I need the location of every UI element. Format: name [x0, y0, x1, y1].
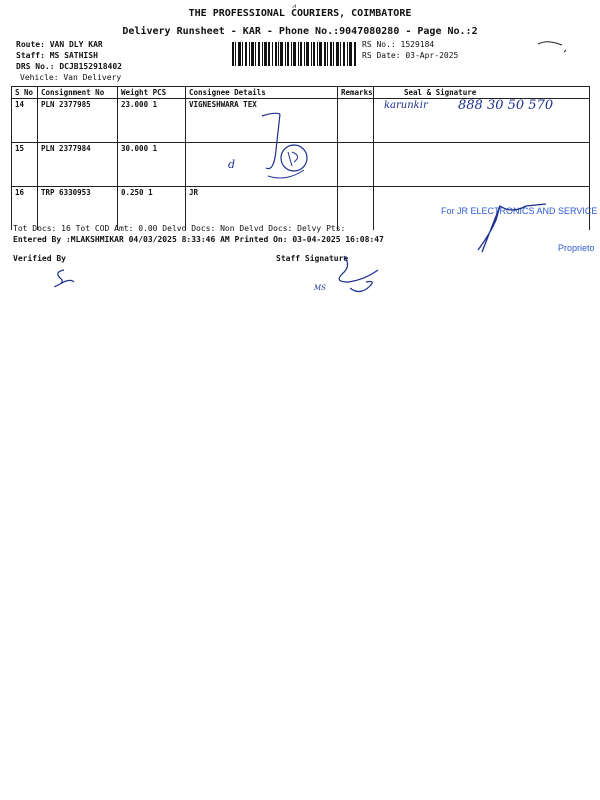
staff-initials: MS [314, 284, 326, 292]
stamp-signature [470, 200, 550, 256]
cell-seal [374, 143, 590, 187]
cell-sno: 15 [12, 143, 38, 187]
rs-number: RS No.: 1529184 [362, 40, 435, 49]
col-consignment: Consignment No [38, 87, 118, 99]
verified-by-label: Verified By [13, 254, 66, 263]
cell-sno: 16 [12, 187, 38, 231]
cell-consignment: PLN 2377984 [38, 143, 118, 187]
vehicle: Vehicle: Van Delivery [20, 73, 122, 82]
cell-weight-pcs: 23.000 1 [118, 99, 186, 143]
totals-line: Tot Docs: 16 Tot COD Amt: 0.00 Delvd Docs: Non Delvd Docs: Delvy Pts: [13, 224, 346, 233]
staff-signature-label: Staff Signature [276, 254, 349, 263]
cell-remarks [338, 99, 374, 143]
col-seal: Seal & Signature [374, 87, 590, 99]
company-name: THE PROFESSIONAL COURIERS, COIMBATORE [188, 8, 412, 19]
table-header-row [12, 87, 590, 99]
staff: Staff: MS SATHISH [16, 51, 98, 60]
cell-weight-pcs: 0.250 1 [118, 187, 186, 231]
logo-mark-icon: ⩘ [292, 2, 296, 10]
cell-remarks [338, 143, 374, 187]
cell-sno: 14 [12, 99, 38, 143]
cell-weight-pcs: 30.000 1 [118, 143, 186, 187]
barcode [232, 42, 356, 66]
runsheet-title: Delivery Runsheet - KAR - Phone No.:9047080280 - Page No.:2 [122, 26, 478, 37]
route: Route: VAN DLY KAR [16, 40, 103, 49]
handwritten-mark: d [228, 158, 236, 171]
cell-consignee: JR [186, 187, 338, 231]
cell-consignment: TRP 6330953 [38, 187, 118, 231]
col-consignee: Consignee Details [186, 87, 338, 99]
cell-consignee: VIGNESHWARA TEX [186, 99, 338, 143]
col-weight-pcs: Weight PCS [118, 87, 186, 99]
rs-date: RS Date: 03-Apr-2025 [362, 51, 459, 60]
stamp-company: For JR ELECTRONICS AND SERVICE [441, 206, 598, 216]
handwritten-receiver-name: karunkir [384, 100, 428, 111]
col-sno: S No [12, 87, 38, 99]
pen-mark-icon [536, 38, 566, 58]
stamp-title: Proprieto [558, 243, 595, 253]
cell-consignment: PLN 2377985 [38, 99, 118, 143]
drs-number: DRS No.: DCJB152918402 [16, 62, 122, 71]
staff-signature [330, 252, 386, 300]
entered-printed-line: Entered By :MLAKSHMIKAR 04/03/2025 8:33:46 AM Printed On: 03-04-2025 16:08:47 [13, 235, 384, 244]
handwritten-signature [256, 110, 326, 186]
handwritten-phone: 888 30 50 570 [458, 98, 554, 113]
verified-signature [48, 266, 78, 290]
col-remarks: Remarks [338, 87, 374, 99]
